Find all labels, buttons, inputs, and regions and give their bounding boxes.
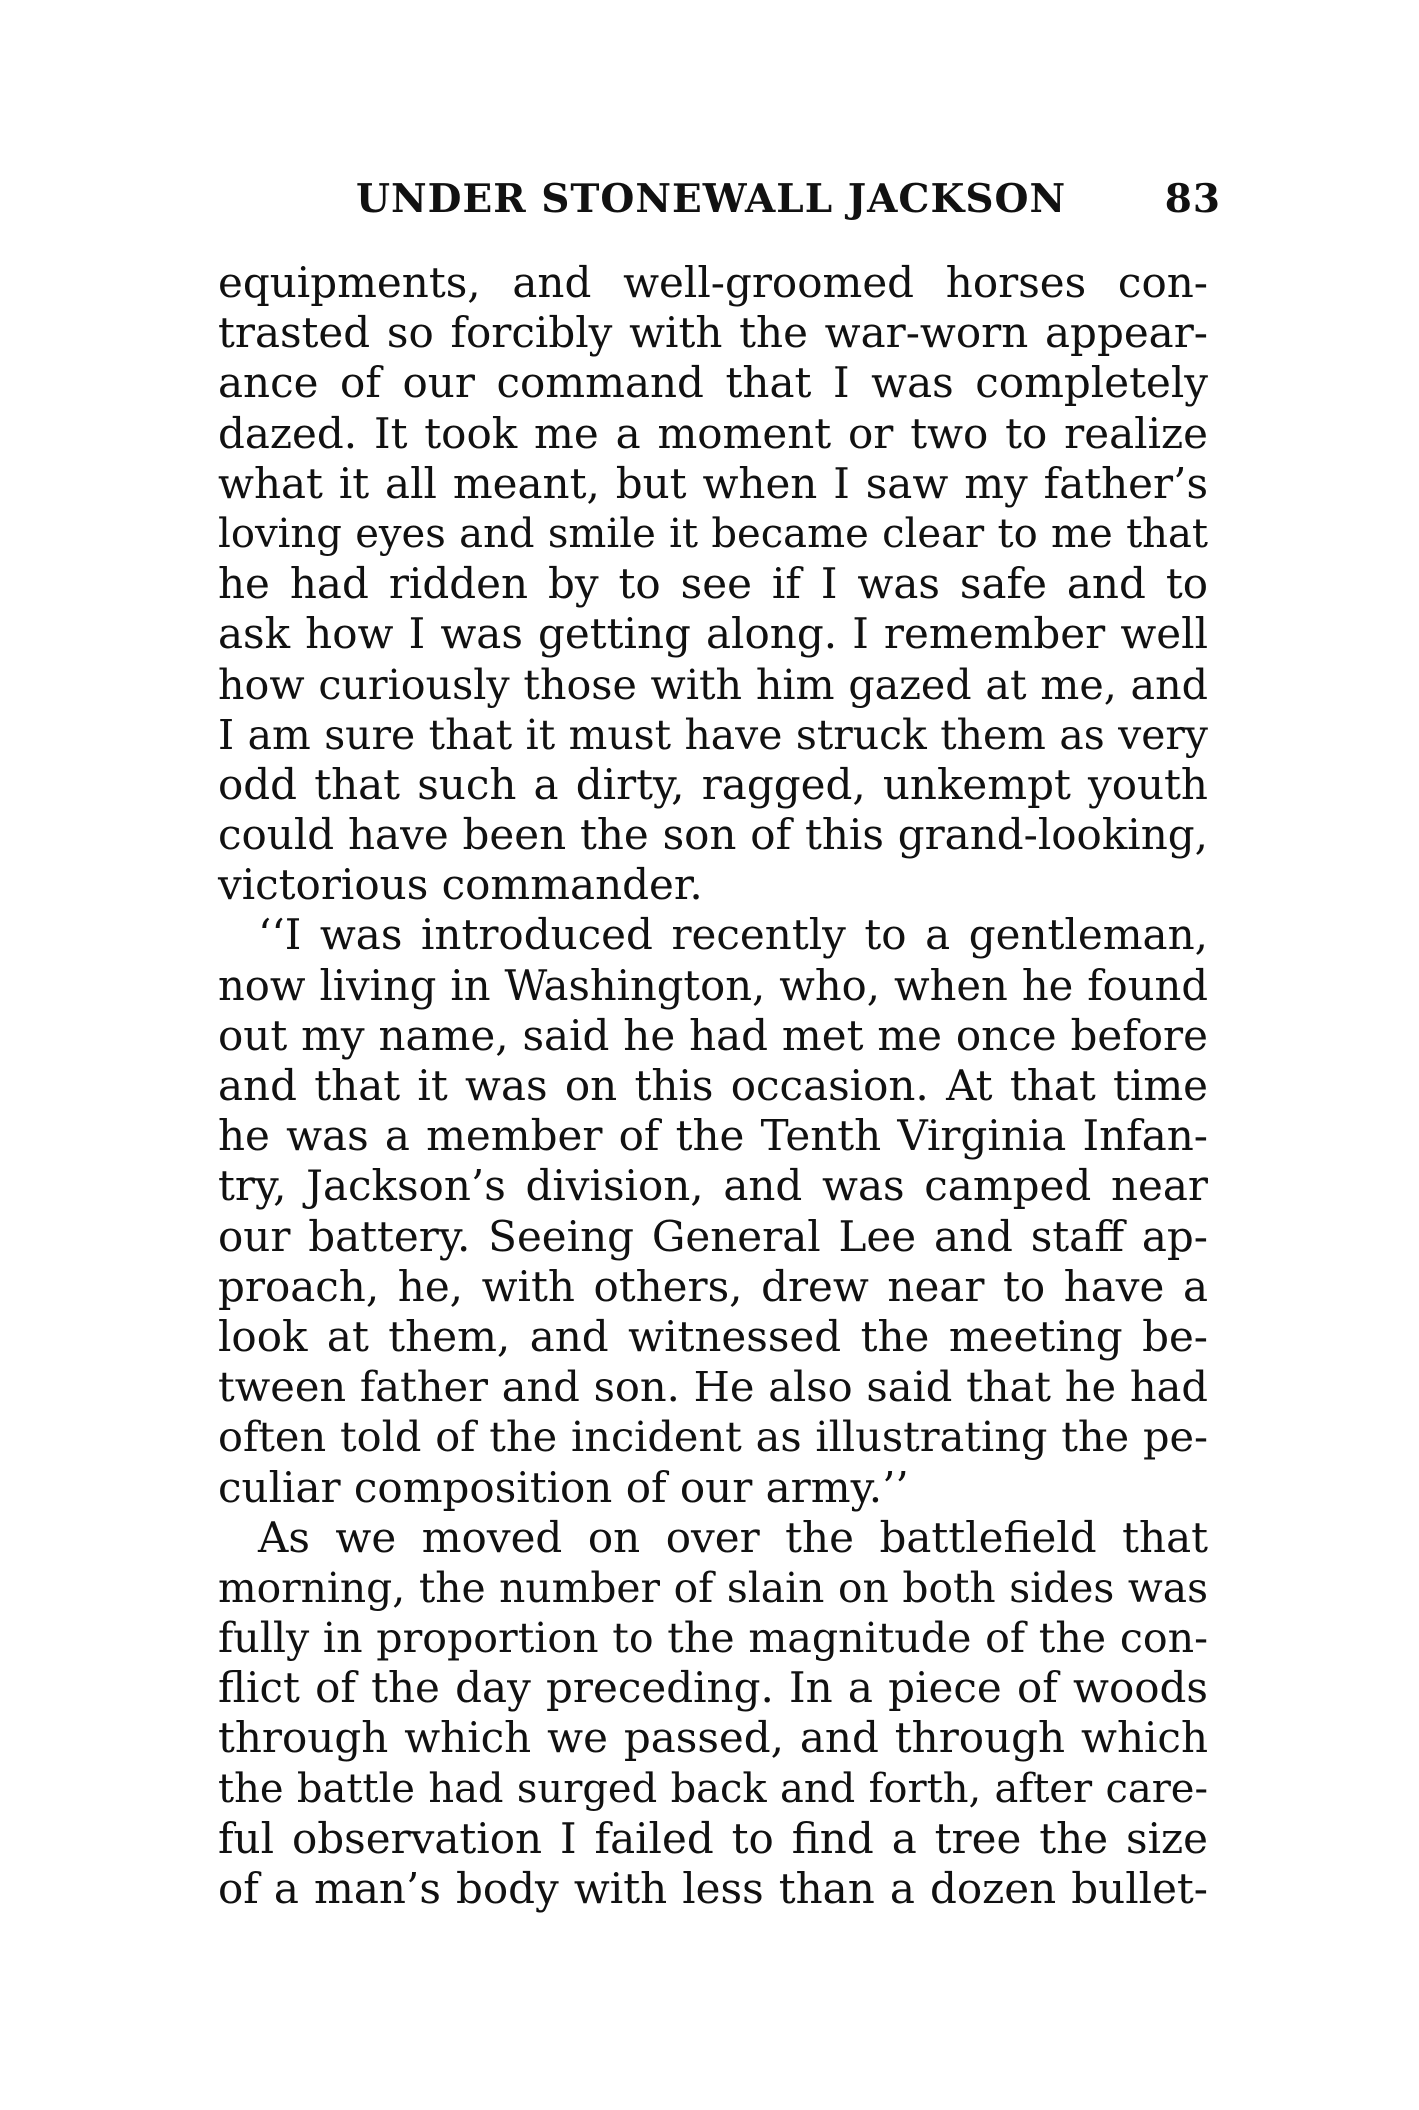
text-line: loving eyes and smile it became clear to me that (218, 510, 1208, 557)
text-line: morning, the number of slain on both sides was (218, 1563, 1208, 1612)
text-line: often told of the incident as illustrating the pe- (218, 1413, 1208, 1462)
text-line: the battle had surged back and forth, after care- (218, 1765, 1208, 1812)
text-line: how curiously those with him gazed at me, and (218, 660, 1208, 709)
text-line: out my name, said he had met me once before (218, 1010, 1208, 1060)
text-line: flict of the day preceding. In a piece of woods (218, 1663, 1208, 1713)
text-line: I am sure that it must have struck them as very (218, 710, 1208, 759)
text-line: fully in proportion to the magnitude of the con- (218, 1614, 1208, 1663)
text-line: proach, he, with others, drew near to have a (218, 1261, 1208, 1311)
text-line: As we moved on over the battlefield that (258, 1512, 1208, 1562)
text-line: he had ridden by to see if I was safe and to (218, 559, 1208, 609)
page-number: 83 (1164, 176, 1221, 222)
text-line: ask how I was getting along. I remember well (218, 609, 1208, 659)
text-line: try, Jackson’s division, and was camped near (218, 1161, 1208, 1211)
text-line: now living in Washington, who, when he found (218, 960, 1208, 1010)
text-line: look at them, and witnessed the meeting be- (218, 1311, 1208, 1361)
text-line: ‘‘I was introduced recently to a gentleman, (258, 910, 1208, 960)
text-line: and that it was on this occasion. At that time (218, 1061, 1208, 1110)
body-text (218, 258, 1208, 1914)
text-line: tween father and son. He also said that he had (218, 1362, 1208, 1412)
text-line: ance of our command that I was completely (218, 358, 1208, 408)
text-line: what it all meant, but when I saw my father’s (218, 458, 1208, 508)
text-line: ful observation I failed to find a tree the size (218, 1813, 1208, 1863)
text-line: culiar composition of our army.’’ (218, 1462, 909, 1512)
text-line: through which we passed, and through which (218, 1713, 1208, 1763)
running-head (356, 176, 1221, 226)
text-line: of a man’s body with less than a dozen bullet- (218, 1864, 1208, 1913)
text-line: odd that such a dirty, ragged, unkempt youth (218, 759, 1208, 809)
running-head-title: UNDER STONEWALL JACKSON (356, 176, 1067, 222)
text-line: he was a member of the Tenth Virginia Infan- (218, 1111, 1208, 1161)
text-line: dazed. It took me a moment or two to realize (218, 408, 1208, 458)
text-line: could have been the son of this grand-looking, (218, 810, 1208, 860)
text-line: victorious commander. (218, 860, 703, 910)
text-line: our battery. Seeing General Lee and staff ap- (218, 1211, 1208, 1261)
text-line: trasted so forcibly with the war-worn appear- (218, 308, 1208, 358)
text-line: equipments, and well-groomed horses con- (218, 258, 1208, 307)
